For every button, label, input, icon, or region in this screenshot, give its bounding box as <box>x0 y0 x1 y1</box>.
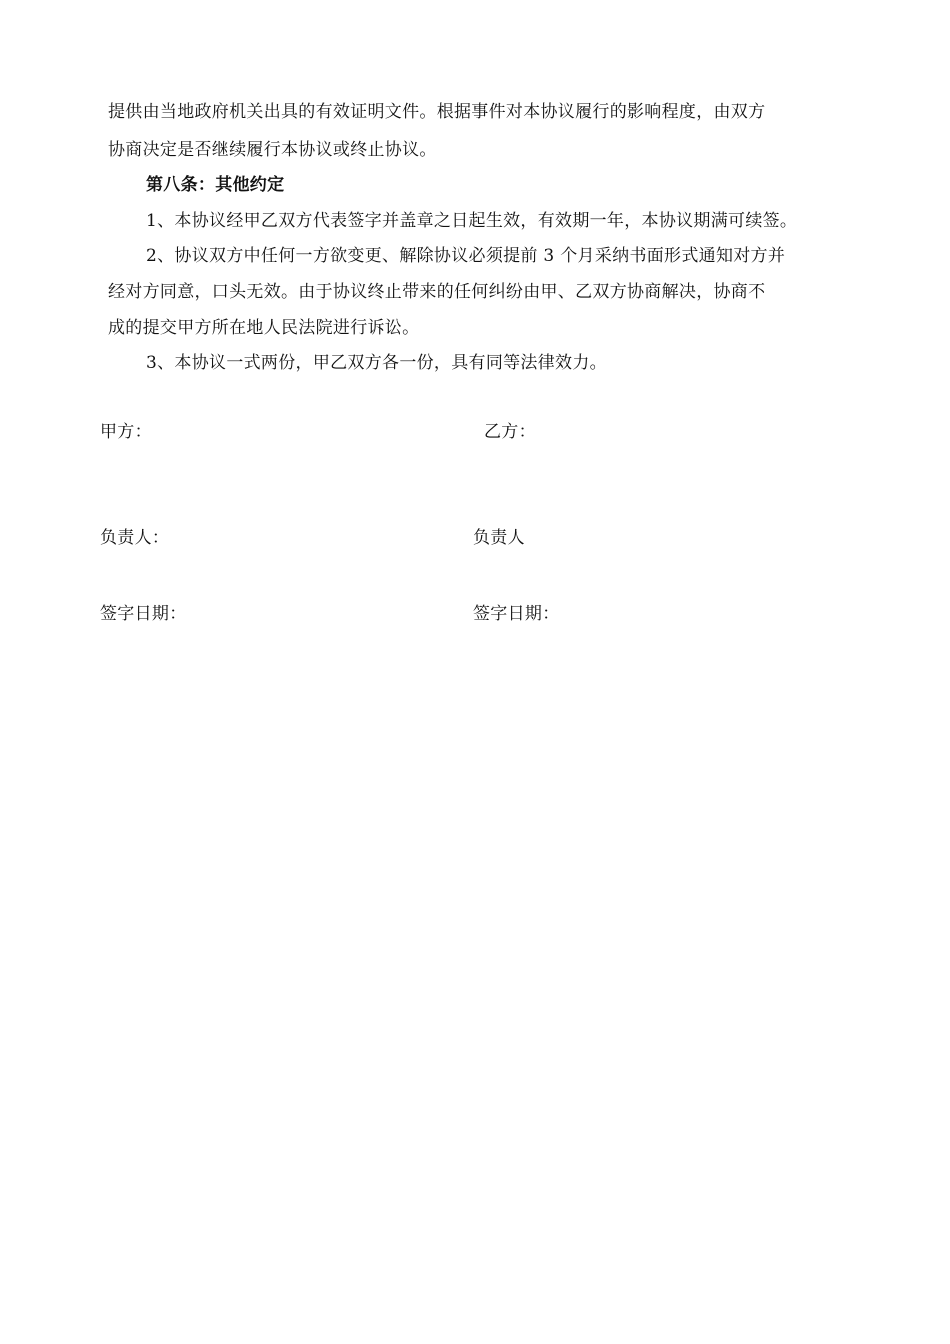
party-b-date-label: 签字日期： <box>473 604 560 624</box>
party-b-label: 乙方： <box>484 422 536 442</box>
section-heading: 第八条：其他约定 <box>146 175 285 195</box>
clause-2-continued: 成的提交甲方所在地人民法院进行诉讼。 <box>108 318 420 338</box>
party-a-date-label: 签字日期： <box>100 604 187 624</box>
clause-2-continued: 经对方同意，口头无效。由于协议终止带来的任何纠纷由甲、乙双方协商解决，协商不 <box>108 282 766 302</box>
clause-3: 3、本协议一式两份，甲乙双方各一份，具有同等法律效力。 <box>146 353 607 373</box>
clause-1: 1、本协议经甲乙双方代表签字并盖章之日起生效，有效期一年，本协议期满可续签。 <box>146 211 798 231</box>
body-text-line: 协商决定是否继续履行本协议或终止协议。 <box>108 140 437 160</box>
party-b-person-label: 负责人 <box>473 528 525 548</box>
body-text-line: 提供由当地政府机关出具的有效证明文件。根据事件对本协议履行的影响程度，由双方 <box>108 102 766 122</box>
party-a-label: 甲方： <box>100 422 152 442</box>
clause-2: 2、协议双方中任何一方欲变更、解除协议必须提前 3 个月采纳书面形式通知对方并 <box>146 246 786 266</box>
party-a-person-label: 负责人： <box>100 528 170 548</box>
